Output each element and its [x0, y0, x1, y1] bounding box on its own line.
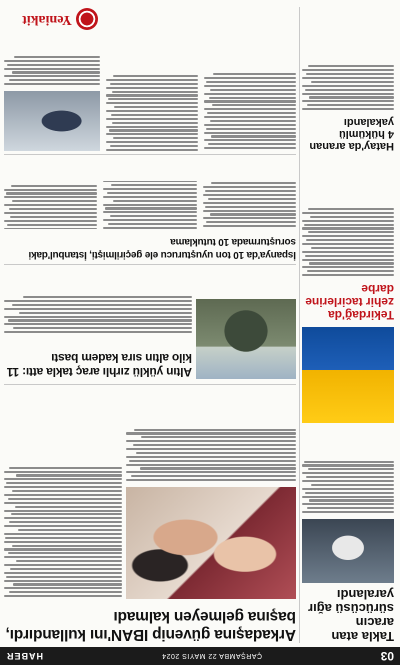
police-operation-photo: [4, 91, 100, 151]
main-photo: [126, 487, 296, 599]
side-headline-3: Hatay'da aranan 4 hükümlü yakalandı: [309, 116, 394, 152]
newspaper-emblem-icon: [76, 8, 98, 30]
newspaper-name: Yeniakit: [22, 12, 72, 27]
side-article-body: [302, 427, 394, 515]
main-article-body-col2: [126, 389, 296, 483]
story-lower-body: [106, 33, 296, 151]
armored-vehicle-photo: [196, 299, 296, 379]
main-article-body: [4, 389, 122, 599]
newspaper-logo: [6, 7, 98, 31]
side-article-body-2: [302, 158, 394, 278]
main-headline: Arkadaşına güvenip IBAN'ını kullandırdı, başına gelmeyen kalmadı: [5, 608, 296, 643]
side-headline-2: Tekirdağ'da zehir tacirlerine darbe: [305, 282, 394, 322]
advertisement: [302, 327, 394, 423]
story-2-headline: İspanya'da 10 ton uyuşturucu ele geçirilmişti, İstanbul'daki soruşturmada 10 tutuklama: [28, 236, 296, 260]
side-column: [302, 7, 394, 643]
section-name: HABER: [6, 651, 44, 661]
story-1-headline: Altın yüklü zırhlı araç takla attı: 11 kilo altın sıra kadem bastı: [6, 351, 192, 379]
story-lower-body-2: [4, 35, 100, 87]
issue-date: ÇARŞAMBA 22 MAYIS 2024: [161, 652, 263, 660]
side-headline: Takla atan aracın sürücüsü ağır yaralandı: [308, 587, 394, 644]
story-1-body: [4, 269, 192, 335]
side-article-body-3: [302, 22, 394, 112]
page-header-strip: [0, 647, 400, 665]
side-crash-photo: [302, 519, 394, 583]
story-2-body: [4, 159, 296, 229]
page-number: 03: [380, 649, 394, 663]
